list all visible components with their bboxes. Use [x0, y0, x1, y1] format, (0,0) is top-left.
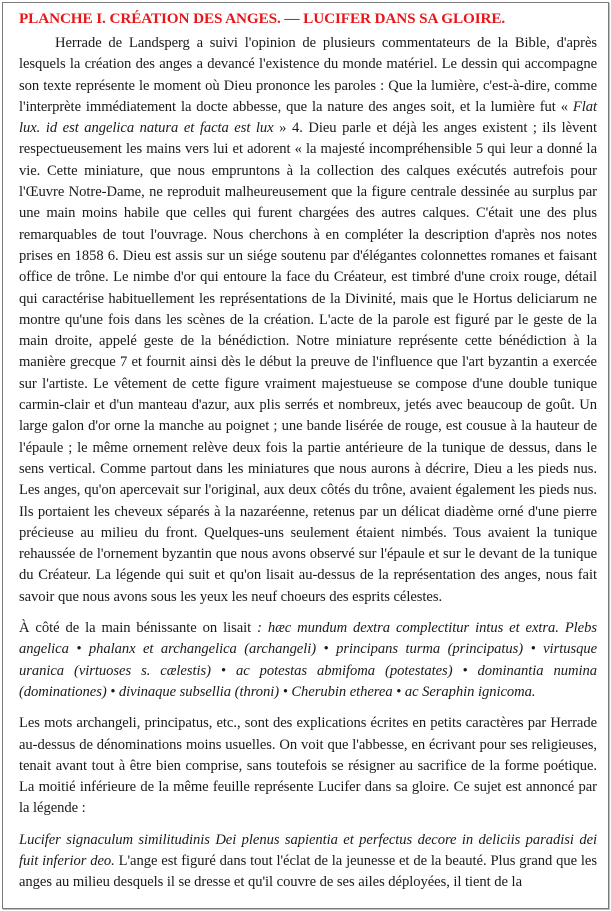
paragraph-text: Herrade de Landsperg a suivi l'opinion de plusieurs commentateurs de la Bible, d'après lesquels la création des anges a devancé l'existence du monde matériel. Le dessin qui accompagne son texte représente le moment où Dieu prononce les paroles : Que la lumière, c'est-à-dire, comme l'interprète immédiatement la docte abbesse, que la nature des anges soit, et la lumière fut « — [19, 35, 597, 115]
paragraph-lucifer — [19, 830, 597, 894]
latin-quote: Flat lux. id est angelica natura et facta est lux — [19, 98, 597, 137]
page-title: PLANCHE I. CRÉATION DES ANGES. — LUCIFER DANS SA GLOIRE. — [19, 10, 506, 27]
paragraph-legend-inscription — [19, 618, 597, 703]
paragraph-text: L'ange est figuré dans tout l'éclat de la jeunesse et de la beauté. Plus grand que les anges au milieu desquels il se dresse et qu'il couvre de ses ailes déployées, il tient de la — [19, 852, 597, 891]
document-content — [19, 9, 597, 894]
latin-quote: : hæc mundum dextra complectitur intus et extra. Plebs angelica • phalanx et archangelica (archangeli) • principans turma (principatus) • virtusque uranica (virtuoses s. cælestis) • ac potestas abmifoma (potestates) • dominantia numina (dominationes) • divinaque subsellia (throni) • Cherubin etherea • ac Seraphin ignicoma. — [19, 620, 597, 700]
paragraph-text: À côté de la main bénissante on lisait — [19, 620, 258, 637]
document-page — [2, 2, 609, 909]
paragraph-text: » 4. Dieu parle et déjà les anges existent ; ils lèvent respectueusement les mains vers lui et adorent « la majesté incompréhensible 5 qui leur a donné la vie. Cette miniature, que nous empruntons à la collection des calques exécutés autrefois pour l'Œuvre Notre-Dame, ne reproduit malheureusement que la figure centrale dessinée au surplus par une main moins habile que celles qui furent chargées des autres calques. C'était une des plus remarquables de tout l'ouvrage. Nous cherchons à en compléter la description d'après nos notes prises en 1858 6. Dieu est assis sur un siége soutenu par d'élégantes colonnettes romanes et faisant office de trône. Le nimbe d'or qui entoure la face du Créateur, est timbré d'une croix rouge, détail qui caractérise habituellement les représentations de la Divinité, mais que le Hortus deliciarum ne montre qu'une fois dans les scènes de la création. L'acte de la parole est figuré par le geste de la main droite, appelé geste de la bénédiction. Notre miniature représente cette bénédiction à la manière grecque 7 et fournit ainsi dès le début la preuve de l'influence que l'art byzantin a exercée sur l'artiste. Le vêtement de cette figure vraiment majestueuse se compose d'une double tunique carmin-clair et d'un manteau d'azur, aux plis serrés et nombreux, jetés avec beaucoup de goût. Un large galon d'or orne la manche au poignet ; une bande lisérée de rouge, est cousue à la hauteur de l'épaule ; le même ornement relève deux fois la partie antérieure de la tunique de dessus, dans le sens vertical. Comme partout dans les miniatures que nous aurons à décrire, Dieu a les pieds nus. Les anges, qu'on apercevait sur l'original, aux deux côtés du trône, avaient également les pieds nus. Ils portaient les cheveux séparés à la nazaréenne, retenus par un délicat diadème orné d'une pierre précieuse au milieu du front. Quelques-uns seulement étaient nimbés. Tous avaient la tunique rehaussée de l'ornement byzantin que nous avons observé sur l'épaule et sur le devant de la tunique du Créateur. La légende qui suit et qu'on lisait au-dessus de la représentation des anges, nous fait savoir que nous avons sous les yeux les neuf choeurs des esprits célestes. — [19, 120, 597, 605]
paragraph-creation-of-angels — [19, 33, 597, 608]
latin-quote: Lucifer signaculum similitudinis Dei plenus sapientia et perfectus decore in deliciis paradisi dei fuit inferior deo. — [19, 831, 597, 869]
paragraph-explanations: Les mots archangeli, principatus, etc., sont des explications écrites en petits caractères par Herrade au-dessus de dénominations moins usuelles. On voit que l'abbesse, en écrivant pour ses religieuses, tenait avant tout à être bien comprise, sans toutefois se résigner au sacrifice de la forme poétique. La moitié inférieure de la même feuille représente Lucifer dans sa gloire. Ce sujet est annoncé par la légende : — [19, 715, 597, 817]
